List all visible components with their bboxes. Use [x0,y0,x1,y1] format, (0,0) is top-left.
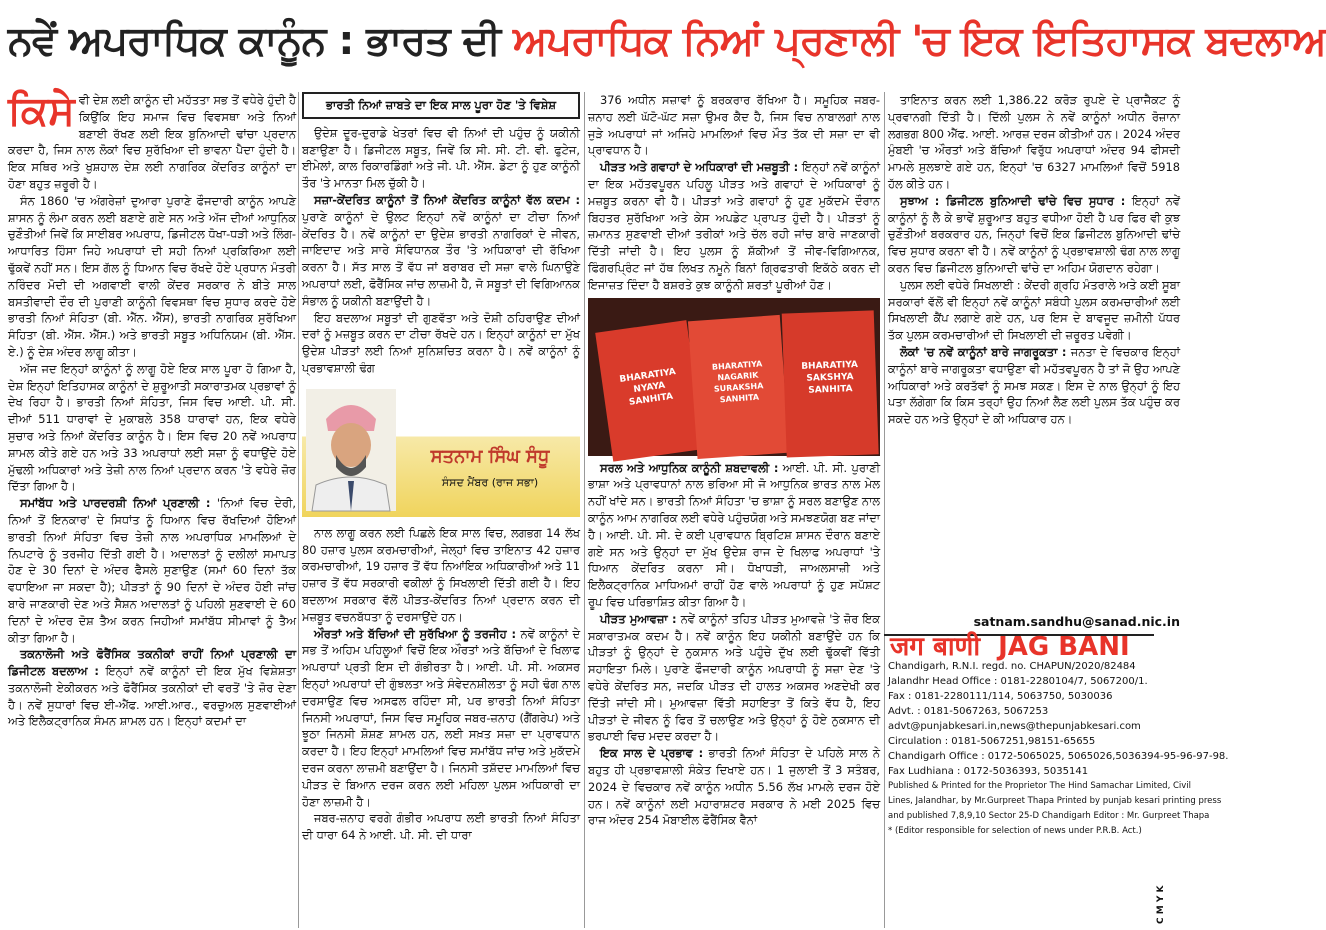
article-column-2 [302,92,580,928]
subheading: ਇਕ ਸਾਲ ਦੇ ਪ੍ਰਭਾਵ : [600,746,704,761]
author-name: ਸਤਨਾਮ ਸਿੰਘ ਸੰਧੂ [430,445,550,467]
paragraph: ਭਾਰਤੀ ਨਿਆਂ ਸੰਹਿਤਾ ਦੇ ਪਹਿਲੇ ਸਾਲ ਨੇ ਬਹੁਤ ਹੀ ਪ੍ਰਭਾਵਸ਼ਾਲੀ ਸੰਕੇਤ ਦਿਖਾਏ ਹਨ। 1 ਜੁਲਾਈ ਤੋਂ 3 ਸਤੰਬਰ, 2024 ਦੇ ਵਿਚਕਾਰ ਨਵੇਂ ਕਾਨੂੰਨ ਅਧੀਨ 5.56 ਲੱਖ ਮਾਮਲੇ ਦਰਜ ਹੋਏ ਹਨ। ਨਵੇਂ ਕਾਨੂੰਨਾਂ ਲਈ ਮਹਾਰਾਸ਼ਟਰ ਸਰਕਾਰ ਨੇ ਮਈ 2025 ਵਿਚ ਰਾਜ ਅੰਦਰ 254 ਮੋਬਾਈਲ ਫੋਰੈਂਸਿਕ ਵੈਨਾਂ [588,746,881,828]
paragraph: ਨਾਲ ਲਾਗੂ ਕਰਨ ਲਈ ਪਿਛਲੇ ਇਕ ਸਾਲ ਵਿਚ, ਲਗਭਗ 14 ਲੱਖ 80 ਹਜ਼ਾਰ ਪੁਲਸ ਕਰਮਚਾਰੀਆਂ, ਜੇਲ੍ਹਾਂ ਵਿਚ ਤਾਇਨਾਤ 42 ਹਜ਼ਾਰ ਕਰਮਚਾਰੀਆਂ, 19 ਹਜ਼ਾਰ ਤੋਂ ਵੱਧ ਨਿਆਂਇਕ ਅਧਿਕਾਰੀਆਂ ਅਤੇ 11 ਹਜ਼ਾਰ ਤੋਂ ਵੱਧ ਸਰਕਾਰੀ ਵਕੀਲਾਂ ਨੂੰ ਸਿਖਲਾਈ ਦਿੱਤੀ ਗਈ ਹੈ। ਇਹ ਬਦਲਾਅ ਸਰਕਾਰ ਵੱਲੋਂ ਪੀੜਤ-ਕੇਂਦਰਿਤ ਨਿਆਂ ਪ੍ਰਦਾਨ ਕਰਨ ਦੀ ਮਜ਼ਬੂਤ ਵਚਨਬੱਧਤਾ ਨੂੰ ਦਰਸਾਉਂਦੇ ਹਨ। [302,525,580,624]
masthead-line: * (Editor responsible for selection of news under P.R.B. Act.) [888,826,1142,836]
subheading: ਸਜ਼ਾ-ਕੇਂਦਰਿਤ ਕਾਨੂੰਨਾਂ ਤੋਂ ਨਿਆਂ ਕੇਂਦਰਿਤ ਕਾਨੂੰਨਾਂ ਵੱਲ ਕਦਮ : [314,192,580,207]
subheading: ਸਰਲ ਅਤੇ ਆਧੁਨਿਕ ਕਾਨੂੰਨੀ ਸ਼ਬਦਾਵਲੀ : [600,460,779,475]
svg-text:BHARATIYANYAYASANHITA: BHARATIYANYAYASANHITA [618,366,677,408]
paragraph: ਜਨਤਾ ਦੇ ਵਿਚਕਾਰ ਇਨ੍ਹਾਂ ਕਾਨੂੰਨਾਂ ਬਾਰੇ ਜਾਗਰੂਕਤਾ ਵਧਾਉਣਾ ਵੀ ਮਹੱਤਵਪੂਰਨ ਹੈ ਤਾਂ ਜੋ ਉਹ ਆਪਣੇ ਅਧਿਕਾਰਾਂ ਅਤੇ ਕਰਤੱਵਾਂ ਨੂੰ ਸਮਝ ਸਕਣ। ਇਸ ਦੇ ਨਾਲ ਉਨ੍ਹਾਂ ਨੂੰ ਇਹ ਪਤਾ ਲੱਗੇਗਾ ਕਿ ਕਿਸ ਤਰ੍ਹਾਂ ਉਹ ਨਿਆਂ ਲੈਣ ਲਈ ਪੁਲਸ ਤੱਕ ਪਹੁੰਚ ਕਰ ਸਕਦੇ ਹਨ ਅਤੇ ਉਨ੍ਹਾਂ ਦੇ ਕੀ ਅਧਿਕਾਰ ਹਨ। [888,344,1180,427]
masthead-line: Circulation : 0181-5067251,98151-65655 [888,736,1096,747]
svg-text:BHARATIYANAGARIKSURAKSHASANHIT: BHARATIYANAGARIKSURAKSHASANHITA [711,358,764,404]
cmyk-marker: C M Y K [1156,885,1166,924]
drop-cap: ਕਿਸੇ [8,88,75,134]
subheading: ਪੀੜਤ ਅਤੇ ਗਵਾਹਾਂ ਦੇ ਅਧਿਕਾਰਾਂ ਦੀ ਮਜ਼ਬੂਤੀ : [600,160,799,175]
article-column-3 [588,92,880,928]
section-kicker: ਭਾਰਤੀ ਨਿਆਂ ਜ਼ਾਬਤੇ ਦਾ ਇਕ ਸਾਲ ਪੂਰਾ ਹੋਣ 'ਤੇ ਵਿਸ਼ੇਸ਼ [302,92,580,119]
masthead-line: Chandigarh Office : 0172-5065025, 5065026,5036394-95-96-97-98. [888,751,1229,762]
paragraph: ਵੀ ਦੇਸ਼ ਲਈ ਕਾਨੂੰਨ ਦੀ ਮਹੱਤਤਾ ਸਭ ਤੋਂ ਵਧੇਰੇ ਹੁੰਦੀ ਹੈ ਕਿਉਂਕਿ ਇਹ ਸਮਾਜ ਵਿਚ ਵਿਵਸਥਾ ਅਤੇ ਨਿਆਂ ਬਣਾਈ ਰੱਖਣ ਲਈ ਇਕ ਬੁਨਿਆਦੀ ਢਾਂਚਾ ਪ੍ਰਦਾਨ ਕਰਦਾ ਹੈ, ਜਿਸ ਨਾਲ ਲੋਕਾਂ ਵਿਚ ਸੁਰੱਖਿਆ ਦੀ ਭਾਵਨਾ ਪੈਦਾ ਹੁੰਦੀ ਹੈ। ਇਕ ਸਥਿਰ ਅਤੇ ਖੁਸ਼ਹਾਲ ਦੇਸ਼ ਲਈ ਨਾਗਰਿਕ ਕੇਂਦਰਿਤ ਕਾਨੂੰਨਾਂ ਦਾ ਹੋਣਾ ਬਹੁਤ ਜ਼ਰੂਰੀ ਹੈ। [8,93,297,191]
paragraph: ਆਈ. ਪੀ. ਸੀ. ਪੁਰਾਣੀ ਭਾਸ਼ਾ ਅਤੇ ਪ੍ਰਾਵਧਾਨਾਂ ਨਾਲ ਭਰਿਆ ਸੀ ਜੋ ਆਧੁਨਿਕ ਭਾਰਤ ਨਾਲ ਮੇਲ ਨਹੀਂ ਖਾਂਦੇ ਸਨ। ਭਾਰਤੀ ਨਿਆਂ ਸੰਹਿਤਾ 'ਚ ਭਾਸ਼ਾ ਨੂੰ ਸਰਲ ਬਣਾਉਣ ਨਾਲ ਕਾਨੂੰਨ ਆਮ ਨਾਗਰਿਕ ਲਈ ਵਧੇਰੇ ਪਹੁੰਚਯੋਗ ਅਤੇ ਸਮਝਣਯੋਗ ਬਣ ਜਾਂਦਾ ਹੈ। ਆਈ. ਪੀ. ਸੀ. ਦੇ ਕਈ ਪ੍ਰਾਵਧਾਨ ਬ੍ਰਿਟਿਸ਼ ਸ਼ਾਸਨ ਦੌਰਾਨ ਬਣਾਏ ਗਏ ਸਨ ਅਤੇ ਉਨ੍ਹਾਂ ਦਾ ਮੁੱਖ ਉਦੇਸ਼ ਰਾਜ ਦੇ ਖਿਲਾਫ ਅਪਰਾਧਾਂ 'ਤੇ ਧਿਆਨ ਕੇਂਦਰਿਤ ਕਰਨਾ ਸੀ। ਧੋਖਾਧੜੀ, ਜਾਅਲਸਾਜ਼ੀ ਅਤੇ ਇਲੈਕਟ੍ਰਾਨਿਕ ਮਾਧਿਅਮਾਂ ਰਾਹੀਂ ਹੋਣ ਵਾਲੇ ਅਪਰਾਧਾਂ ਨੂੰ ਹੁਣ ਸਪੱਸ਼ਟ ਰੂਪ ਵਿਚ ਪਰਿਭਾਸ਼ਿਤ ਕੀਤਾ ਗਿਆ ਹੈ। [588,460,881,609]
masthead-line: Advt. : 0181-5067263, 5067253 [888,706,1049,717]
logo-hindi: जग बाणी [890,632,981,662]
paragraph: ਉਦੇਸ਼ ਦੂਰ-ਦੁਰਾਡੇ ਖੇਤਰਾਂ ਵਿਚ ਵੀ ਨਿਆਂ ਦੀ ਪਹੁੰਚ ਨੂੰ ਯਕੀਨੀ ਬਣਾਉਣਾ ਹੈ। ਡਿਜੀਟਲ ਸਬੂਤ, ਜਿਵੇਂ ਕਿ ਸੀ. ਸੀ. ਟੀ. ਵੀ. ਫੁਟੇਜ, ਈਮੇਲਾਂ, ਕਾਲ ਰਿਕਾਰਡਿੰਗਾਂ ਅਤੇ ਜੀ. ਪੀ. ਐੱਸ. ਡੇਟਾ ਨੂੰ ਹੁਣ ਕਾਨੂੰਨੀ ਤੌਰ 'ਤੇ ਮਾਨਤਾ ਮਿਲ ਚੁੱਕੀ ਹੈ। [302,125,580,191]
masthead-line: Fax Ludhiana : 0172-5036393, 5035141 [888,766,1089,777]
paragraph: ਇਨ੍ਹਾਂ ਨਵੇਂ ਕਾਨੂੰਨਾਂ ਦਾ ਇਕ ਮਹੱਤਵਪੂਰਨ ਪਹਿਲੂ ਪੀੜਤ ਅਤੇ ਗਵਾਹਾਂ ਦੇ ਅਧਿਕਾਰਾਂ ਨੂੰ ਮਜ਼ਬੂਤ ਕਰਨਾ ਵੀ ਹੈ। ਪੀੜਤਾਂ ਅਤੇ ਗਵਾਹਾਂ ਨੂੰ ਹੁਣ ਮੁਕੱਦਮੇ ਦੌਰਾਨ ਬਿਹਤਰ ਸੁਰੱਖਿਆ ਅਤੇ ਕੇਸ ਅਪਡੇਟ ਪ੍ਰਾਪਤ ਹੁੰਦੀ ਹੈ। ਪੀੜਤਾਂ ਨੂੰ ਜ਼ਮਾਨਤ ਸੁਣਵਾਈ ਦੀਆਂ ਤਰੀਕਾਂ ਅਤੇ ਚੱਲ ਰਹੀ ਜਾਂਚ ਬਾਰੇ ਜਾਣਕਾਰੀ ਦਿੱਤੀ ਜਾਂਦੀ ਹੈ। ਇਹ ਪੁਲਸ ਨੂੰ ਸ਼ੱਕੀਆਂ ਤੋਂ ਜੀਵ-ਵਿਗਿਆਨਕ, ਫਿੰਗਰਪ੍ਰਿੰਟ ਜਾਂ ਹੱਥ ਲਿਖਤ ਨਮੂਨੇ ਬਿਨਾਂ ਗ੍ਰਿਫਤਾਰੀ ਇਕੱਠੇ ਕਰਨ ਦੀ ਇਜਾਜ਼ਤ ਦਿੰਦਾ ਹੈ ਬਸ਼ਰਤੇ ਕੁਝ ਕਾਨੂੰਨੀ ਸ਼ਰਤਾਂ ਪੂਰੀਆਂ ਹੋਣ। [588,160,880,292]
law-books-image [588,298,880,456]
masthead-line: advt@punjabkesari.in,news@thepunjabkesari.com [888,721,1141,732]
masthead-line: Published & Printed for the Proprietor The Hind Samachar Limited, Civil [888,781,1192,791]
subheading: ਲੋਕਾਂ 'ਚ ਨਵੇਂ ਕਾਨੂੰਨਾਂ ਬਾਰੇ ਜਾਗਰੂਕਤਾ : [900,344,1067,359]
paragraph: ਇਨ੍ਹਾਂ ਨਵੇਂ ਕਾਨੂੰਨਾਂ ਨੂੰ ਲੈ ਕੇ ਭਾਵੇਂ ਸ਼ੁਰੂਆਤ ਬਹੁਤ ਵਧੀਆ ਹੋਈ ਹੈ ਪਰ ਫਿਰ ਵੀ ਕੁਝ ਚੁਣੌਤੀਆਂ ਬਰਕਰਾਰ ਹਨ, ਜਿਨ੍ਹਾਂ ਵਿਚੋਂ ਇਕ ਡਿਜੀਟਲ ਬੁਨਿਆਦੀ ਢਾਂਚੇ ਵਿਚ ਸੁਧਾਰ ਕਰਨਾ ਵੀ ਹੈ। ਨਵੇਂ ਕਾਨੂੰਨਾਂ ਨੂੰ ਪ੍ਰਭਾਵਸ਼ਾਲੀ ਢੰਗ ਨਾਲ ਲਾਗੂ ਕਰਨ ਵਿਚ ਡਿਜੀਟਲ ਬੁਨਿਆਦੀ ਢਾਂਚੇ ਦਾ ਅਹਿਮ ਯੋਗਦਾਨ ਰਹੇਗਾ। [888,193,1181,275]
svg-text:BHARATIYASAKSHYASANHITA: BHARATIYASAKSHYASANHITA [801,359,859,396]
paragraph: ਅੱਜ ਜਦ ਇਨ੍ਹਾਂ ਕਾਨੂੰਨਾਂ ਨੂੰ ਲਾਗੂ ਹੋਏ ਇਕ ਸਾਲ ਪੂਰਾ ਹੋ ਗਿਆ ਹੈ, ਦੇਸ਼ ਇਨ੍ਹਾਂ ਇਤਿਹਾਸਕ ਕਾਨੂੰਨਾਂ ਦੇ ਸ਼ੁਰੂਆਤੀ ਸਕਾਰਾਤਮਕ ਪ੍ਰਭਾਵਾਂ ਨੂੰ ਦੇਖ ਰਿਹਾ ਹੈ। ਭਾਰਤੀ ਨਿਆਂ ਸੰਹਿਤਾ, ਜਿਸ ਵਿਚ ਆਈ. ਪੀ. ਸੀ. ਦੀਆਂ 511 ਧਾਰਾਵਾਂ ਦੇ ਮੁਕਾਬਲੇ 358 ਧਾਰਾਵਾਂ ਹਨ, ਇਕ ਵਧੇਰੇ ਸੁਚਾਰ ਅਤੇ ਨਿਆਂ ਕੇਂਦਰਿਤ ਕਾਨੂੰਨ ਹੈ। ਇਸ ਵਿਚ 20 ਨਵੇਂ ਅਪਰਾਧ ਸ਼ਾਮਲ ਕੀਤੇ ਗਏ ਹਨ ਅਤੇ 33 ਅਪਰਾਧਾਂ ਲਈ ਸਜ਼ਾ ਨੂੰ ਵਧਾਉਂਦੇ ਹੋਏ ਮੁੱਢਲੀ ਅਧਿਕਾਰਾਂ ਅਤੇ ਤੇਜ਼ੀ ਨਾਲ ਨਿਆਂ ਪ੍ਰਦਾਨ ਕਰਨ 'ਤੇ ਵਧੇਰੇ ਜ਼ੋਰ ਦਿੱਤਾ ਗਿਆ ਹੈ। [8,361,296,494]
subheading: ਸਮਾਂਬੱਧ ਅਤੇ ਪਾਰਦਰਸ਼ੀ ਨਿਆਂ ਪ੍ਰਣਾਲੀ : [20,496,211,511]
paragraph: ਜਬਰ-ਜ਼ਨਾਹ ਵਰਗੇ ਗੰਭੀਰ ਅਪਰਾਧ ਲਈ ਭਾਰਤੀ ਨਿਆਂ ਸੰਹਿਤਾ ਦੀ ਧਾਰਾ 64 ਨੇ ਆਈ. ਪੀ. ਸੀ. ਦੀ ਧਾਰਾ [302,811,580,843]
paragraph: ਨਵੇਂ ਕਾਨੂੰਨਾਂ ਤਹਿਤ ਪੀੜਤ ਮੁਆਵਜ਼ੇ 'ਤੇ ਜ਼ੋਰ ਇਕ ਸਕਾਰਾਤਮਕ ਕਦਮ ਹੈ। ਨਵੇਂ ਕਾਨੂੰਨ ਇਹ ਯਕੀਨੀ ਬਣਾਉਂਦੇ ਹਨ ਕਿ ਪੀੜਤਾਂ ਨੂੰ ਉਨ੍ਹਾਂ ਦੇ ਨੁਕਸਾਨ ਅਤੇ ਪਹੁੰਚੇ ਦੁੱਖ ਲਈ ਢੁੱਕਵੀਂ ਵਿੱਤੀ ਸਹਾਇਤਾ ਮਿਲੇ। ਪੁਰਾਣੇ ਫੌਜਦਾਰੀ ਕਾਨੂੰਨ ਅਪਰਾਧੀ ਨੂੰ ਸਜ਼ਾ ਦੇਣ 'ਤੇ ਵਧੇਰੇ ਕੇਂਦਰਿਤ ਸਨ, ਜਦਕਿ ਪੀੜਤ ਦੀ ਹਾਲਤ ਅਕਸਰ ਅਣਦੇਖੀ ਕਰ ਦਿੱਤੀ ਜਾਂਦੀ ਸੀ। ਮੁਆਵਜ਼ਾ ਵਿੱਤੀ ਸਹਾਇਤਾ ਤੋਂ ਕਿਤੇ ਵੱਧ ਹੈ, ਇਹ ਪੀੜਤਾਂ ਦੇ ਜੀਵਨ ਨੂੰ ਫਿਰ ਤੋਂ ਚਲਾਉਣ ਅਤੇ ਉਨ੍ਹਾਂ ਨੂੰ ਹੋਏ ਨੁਕਸਾਨ ਦੀ ਭਰਪਾਈ ਵਿਚ ਮਦਦ ਕਰਦਾ ਹੈ। [588,611,880,744]
logo-english: JAG BANI [998,632,1130,662]
book-photo [588,298,880,456]
subheading: ਸੁਝਾਅ : ਡਿਜੀਟਲ ਬੁਨਿਆਦੀ ਢਾਂਚੇ ਵਿਚ ਸੁਧਾਰ : [900,193,1126,208]
paragraph: ਪੁਲਸ ਲਈ ਵਧੇਰੇ ਸਿਖਲਾਈ : ਕੇਂਦਰੀ ਗ੍ਰਹਿ ਮੰਤਰਾਲੇ ਅਤੇ ਕਈ ਸੂਬਾ ਸਰਕਾਰਾਂ ਵੱਲੋਂ ਵੀ ਇਨ੍ਹਾਂ ਨਵੇਂ ਕਾਨੂੰਨਾਂ ਸਬੰਧੀ ਪੁਲਸ ਕਰਮਚਾਰੀਆਂ ਲਈ ਸਿਖਲਾਈ ਕੈਂਪ ਲਗਾਏ ਗਏ ਹਨ, ਪਰ ਇਸ ਦੇ ਬਾਵਜੂਦ ਜ਼ਮੀਨੀ ਪੱਧਰ ਤੱਕ ਪੁਲਸ ਕਰਮਚਾਰੀਆਂ ਦੀ ਸਿਖਲਾਈ ਦੀ ਜ਼ਰੂਰਤ ਪਵੇਗੀ। [888,277,1180,343]
paragraph: ਨਵੇਂ ਕਾਨੂੰਨਾਂ ਦੇ ਸਭ ਤੋਂ ਅਹਿਮ ਪਹਿਲੂਆਂ ਵਿਚੋਂ ਇਕ ਔਰਤਾਂ ਅਤੇ ਬੱਚਿਆਂ ਦੇ ਖਿਲਾਫ ਅਪਰਾਧਾਂ ਪ੍ਰਤੀ ਇਸ ਦੀ ਗੰਭੀਰਤਾ ਹੈ। ਆਈ. ਪੀ. ਸੀ. ਅਕਸਰ ਇਨ੍ਹਾਂ ਅਪਰਾਧਾਂ ਦੀ ਗੁੰਝਲਤਾ ਅਤੇ ਸੰਵੇਦਨਸ਼ੀਲਤਾ ਨੂੰ ਸਹੀ ਢੰਗ ਨਾਲ ਦਰਸਾਉਣ ਵਿਚ ਅਸਫਲ ਰਹਿੰਦਾ ਸੀ, ਪਰ ਭਾਰਤੀ ਨਿਆਂ ਸੰਹਿਤਾ ਜਿਨਸੀ ਅਪਰਾਧਾਂ, ਜਿਸ ਵਿਚ ਸਮੂਹਿਕ ਜਬਰ-ਜ਼ਨਾਹ (ਗੈਂਗਰੇਪ) ਅਤੇ ਝੂਠਾ ਜਿਨਸੀ ਸ਼ੋਸ਼ਣ ਸ਼ਾਮਲ ਹਨ, ਲਈ ਸਖ਼ਤ ਸਜ਼ਾ ਦਾ ਪ੍ਰਾਵਧਾਨ ਕਰਦਾ ਹੈ। ਇਹ ਇਨ੍ਹਾਂ ਮਾਮਲਿਆਂ ਵਿਚ ਸਮਾਂਬੱਧ ਜਾਂਚ ਅਤੇ ਮੁਕੱਦਮੇ ਦਰਜ ਕਰਨਾ ਲਾਜ਼ਮੀ ਬਣਾਉਂਦਾ ਹੈ। ਜਿਨਸੀ ਤਸ਼ੱਦਦ ਮਾਮਲਿਆਂ ਵਿਚ ਪੀੜਤ ਦੇ ਬਿਆਨ ਦਰਜ ਕਰਨ ਲਈ ਮਹਿਲਾ ਪੁਲਸ ਅਧਿਕਾਰੀ ਦਾ ਹੋਣਾ ਲਾਜ਼ਮੀ ਹੈ। [302,626,580,809]
masthead-logo [884,632,1154,662]
headline [8,2,1326,80]
paragraph: ਇਹ ਬਦਲਾਅ ਸਬੂਤਾਂ ਦੀ ਗੁਣਵੱਤਾ ਅਤੇ ਦੋਸ਼ੀ ਠਹਿਰਾਉਣ ਦੀਆਂ ਦਰਾਂ ਨੂੰ ਮਜ਼ਬੂਤ ਕਰਨ ਦਾ ਟੀਚਾ ਰੱਖਦੇ ਹਨ। ਇਨ੍ਹਾਂ ਕਾਨੂੰਨਾਂ ਦਾ ਮੁੱਖ ਉਦੇਸ਼ ਪੀੜਤਾਂ ਲਈ ਨਿਆਂ ਸੁਨਿਸ਼ਚਿਤ ਕਰਨਾ ਹੈ। ਨਵੇਂ ਕਾਨੂੰਨਾਂ ਨੂੰ ਪ੍ਰਭਾਵਸ਼ਾਲੀ ਢੰਗ [302,310,580,375]
subheading: ਪੀੜਤ ਮੁਆਵਜ਼ਾ : [600,611,677,626]
masthead-line: and published 7,8,9,10 Sector 25-D Chandigarh Editor : Mr. Gurpreet Thapa [888,811,1210,821]
author-role: ਸੰਸਦ ਮੈਂਬਰ (ਰਾਜ ਸਭਾ) [441,475,539,489]
column-divider [298,92,299,928]
headline-part-2: ਅਪਰਾਧਿਕ ਨਿਆਂ ਪ੍ਰਣਾਲੀ 'ਚ ਇਕ ਇਤਿਹਾਸਕ ਬਦਲਾਅ [513,18,1326,64]
paragraph: ਤਾਇਨਾਤ ਕਰਨ ਲਈ 1,386.22 ਕਰੋੜ ਰੁਪਏ ਦੇ ਪ੍ਰਾਜੈਕਟ ਨੂੰ ਪ੍ਰਵਾਨਗੀ ਦਿੱਤੀ ਹੈ। ਦਿੱਲੀ ਪੁਲਸ ਨੇ ਨਵੇਂ ਕਾਨੂੰਨਾਂ ਅਧੀਨ ਰੋਜ਼ਾਨਾ ਲਗਭਗ 800 ਐੱਫ. ਆਈ. ਆਰਜ਼ ਦਰਜ ਕੀਤੀਆਂ ਹਨ। 2024 ਅੰਦਰ ਮੁੰਬਈ 'ਚ ਔਰਤਾਂ ਅਤੇ ਬੱਚਿਆਂ ਵਿਰੁੱਧ ਅਪਰਾਧਾਂ ਅੰਦਰ 94 ਫੀਸਦੀ ਮਾਮਲੇ ਸੁਲਝਾਏ ਗਏ ਹਨ, ਇਨ੍ਹਾਂ 'ਚ 6327 ਮਾਮਲਿਆਂ ਵਿਚੋਂ 5918 ਹੱਲ ਕੀਤੇ ਹਨ। [888,93,1180,191]
paragraph: ਇਨ੍ਹਾਂ ਨਵੇਂ ਕਾਨੂੰਨਾਂ ਦੀ ਇਕ ਮੁੱਖ ਵਿਸ਼ੇਸ਼ਤਾ ਤਕਨਾਲੋਜੀ ਏਕੀਕਰਨ ਅਤੇ ਫੋਰੈਂਸਿਕ ਤਕਨੀਕਾਂ ਦੀ ਵਰਤੋਂ 'ਤੇ ਜ਼ੋਰ ਦੇਣਾ ਹੈ। ਨਵੇਂ ਸੁਧਾਰਾਂ ਵਿਚ ਈ-ਐੱਫ. ਆਈ.ਆਰ., ਵਰਚੁਅਲ ਸੁਣਵਾਈਆਂ ਅਤੇ ਇਲੈਕਟ੍ਰਾਨਿਕ ਸੰਮਨ ਸ਼ਾਮਲ ਹਨ। ਇਨ੍ਹਾਂ ਕਦਮਾਂ ਦਾ [8,664,296,729]
article-column-1 [8,88,297,928]
author-box [302,383,580,517]
paragraph: ਸੰਨ 1860 'ਚ ਅੰਗਰੇਜ਼ਾਂ ਦੁਆਰਾ ਪੁਰਾਣੇ ਫੌਜਦਾਰੀ ਕਾਨੂੰਨ ਆਪਣੇ ਸ਼ਾਸਨ ਨੂੰ ਲੰਮਾ ਕਰਨ ਲਈ ਬਣਾਏ ਗਏ ਸਨ ਅਤੇ ਅੱਜ ਦੀਆਂ ਆਧੁਨਿਕ ਚੁਣੌਤੀਆਂ ਜਿਵੇਂ ਕਿ ਸਾਈਬਰ ਅਪਰਾਧ, ਡਿਜੀਟਲ ਧੋਖਾ-ਧੜੀ ਅਤੇ ਲਿੰਗ-ਆਧਾਰਿਤ ਹਿੰਸਾ ਜਿਹੇ ਅਪਰਾਧਾਂ ਦੀ ਸਹੀ ਨਿਆਂ ਪ੍ਰਕਿਰਿਆ ਲਈ ਢੁੱਕਵੇਂ ਨਹੀਂ ਸਨ। ਇਸ ਗੱਲ ਨੂੰ ਧਿਆਨ ਵਿਚ ਰੱਖਦੇ ਹੋਏ ਪ੍ਰਧਾਨ ਮੰਤਰੀ ਨਰਿੰਦਰ ਮੋਦੀ ਦੀ ਅਗਵਾਈ ਵਾਲੀ ਕੇਂਦਰ ਸਰਕਾਰ ਨੇ ਬੀਤੇ ਸਾਲ ਬਸਤੀਵਾਦੀ ਦੌਰ ਦੀ ਪੁਰਾਣੀ ਕਾਨੂੰਨੀ ਵਿਵਸਥਾ ਵਿਚ ਸੁਧਾਰ ਕਰਦੇ ਹੋਏ ਭਾਰਤੀ ਨਿਆਂ ਸੰਹਿਤਾ (ਬੀ. ਐੱਨ. ਐੱਸ), ਭਾਰਤੀ ਨਾਗਰਿਕ ਸੁਰੱਖਿਆ ਸੰਹਿਤਾ (ਬੀ. ਐੱਸ. ਐੱਸ.) ਅਤੇ ਭਾਰਤੀ ਸਬੂਤ ਅਧਿਨਿਯਮ (ਬੀ. ਐੱਸ. ਏ.) ਨੂੰ ਦੇਸ਼ ਅੰਦਰ ਲਾਗੂ ਕੀਤਾ। [8,193,296,359]
subheading: ਤਕਨਾਲੋਜੀ ਅਤੇ ਫੋਰੈਂਸਿਕ ਤਕਨੀਕਾਂ ਰਾਹੀਂ ਨਿਆਂ ਪ੍ਰਣਾਲੀ ਦਾ ਡਿਜੀਟਲ ਬਦਲਾਅ : [8,647,296,679]
headline-part-1: ਨਵੇਂ ਅਪਰਾਧਿਕ ਕਾਨੂੰਨ : ਭਾਰਤ ਦੀ [8,18,501,64]
masthead-line: Fax : 0181-2280111/114, 5063750, 5030036 [888,691,1113,702]
author-email: satnam.sandhu@sanad.nic.in [973,614,1180,629]
author-photo [306,389,396,511]
paragraph: 376 ਅਧੀਨ ਸਜ਼ਾਵਾਂ ਨੂੰ ਬਰਕਰਾਰ ਰੱਖਿਆ ਹੈ। ਸਮੂਹਿਕ ਜਬਰ-ਜ਼ਨਾਹ ਲਈ ਘੱਟੋ-ਘੱਟ ਸਜ਼ਾ ਉਮਰ ਕੈਦ ਹੈ, ਜਿਸ ਵਿਚ ਨਾਬਾਲਗਾਂ ਨਾਲ ਜੁੜੇ ਅਪਰਾਧਾਂ ਜਾਂ ਅਜਿਹੇ ਮਾਮਲਿਆਂ ਵਿਚ ਮੌਤ ਤੱਕ ਦੀ ਸਜ਼ਾ ਦਾ ਵੀ ਪ੍ਰਾਵਧਾਨ ਹੈ। [588,93,880,158]
masthead-line: Jalandhr Head Office : 0181-2280104/7, 5067200/1. [888,676,1148,687]
article-column-4 [888,92,1180,648]
subheading: ਔਰਤਾਂ ਅਤੇ ਬੱਚਿਆਂ ਦੀ ਸੁਰੱਖਿਆ ਨੂੰ ਤਰਜੀਹ : [314,626,517,641]
column-divider [584,92,585,928]
paragraph: ਪੁਰਾਣੇ ਕਾਨੂੰਨਾਂ ਦੇ ਉਲਟ ਇਨ੍ਹਾਂ ਨਵੇਂ ਕਾਨੂੰਨਾਂ ਦਾ ਟੀਚਾ ਨਿਆਂ ਕੇਂਦਰਿਤ ਹੈ। ਨਵੇਂ ਕਾਨੂੰਨਾਂ ਦਾ ਉਦੇਸ਼ ਭਾਰਤੀ ਨਾਗਰਿਕਾਂ ਦੇ ਜੀਵਨ, ਜਾਇਦਾਦ ਅਤੇ ਸਾਰੇ ਸੰਵਿਧਾਨਕ ਤੌਰ 'ਤੇ ਅਧਿਕਾਰਾਂ ਦੀ ਰੱਖਿਆ ਕਰਨਾ ਹੈ। ਸੱਤ ਸਾਲ ਤੋਂ ਵੱਧ ਜਾਂ ਬਰਾਬਰ ਦੀ ਸਜ਼ਾ ਵਾਲੇ ਘਿਨਾਉਣੇ ਅਪਰਾਧਾਂ ਲਈ, ਫੋਰੈਂਸਿਕ ਜਾਂਚ ਲਾਜ਼ਮੀ ਹੈ, ਜੋ ਸਬੂਤਾਂ ਦੀ ਵਿਗਿਆਨਕ ਸੰਭਾਲ ਨੂੰ ਯਕੀਨੀ ਬਣਾਉਂਦੀ ਹੈ। [302,209,580,308]
masthead-line: Lines, Jalandhar, by Mr.Gurpreet Thapa Printed by punjab kesari printing press [888,796,1222,806]
masthead-line: Chandigarh, R.N.I. regd. no. CHAPUN/2020/82484 [888,661,1136,672]
paragraph: 'ਨਿਆਂ ਵਿਚ ਦੇਰੀ, ਨਿਆਂ ਤੋਂ ਇਨਕਾਰ' ਦੇ ਸਿਧਾਂਤ ਨੂੰ ਧਿਆਨ ਵਿਚ ਰੱਖਦਿਆਂ ਹੋਇਆਂ ਭਾਰਤੀ ਨਿਆਂ ਸੰਹਿਤਾ ਵਿਚ ਤੇਜ਼ੀ ਨਾਲ ਅਪਰਾਧਿਕ ਮਾਮਲਿਆਂ ਦੇ ਨਿਪਟਾਰੇ ਨੂੰ ਤਰਜੀਹ ਦਿੱਤੀ ਗਈ ਹੈ। ਅਦਾਲਤਾਂ ਨੂੰ ਦਲੀਲਾਂ ਸਮਾਪਤ ਹੋਣ ਦੇ 30 ਦਿਨਾਂ ਦੇ ਅੰਦਰ ਫੈਸਲੇ ਸੁਣਾਉਣ (ਸਮਾਂ 60 ਦਿਨਾਂ ਤੱਕ ਵਧਾਇਆ ਜਾ ਸਕਦਾ ਹੈ); ਪੀੜਤਾਂ ਨੂੰ 90 ਦਿਨਾਂ ਦੇ ਅੰਦਰ ਹੋਈ ਜਾਂਚ ਬਾਰੇ ਜਾਣਕਾਰੀ ਦੇਣ ਅਤੇ ਸੈਸ਼ਨ ਅਦਾਲਤਾਂ ਨੂੰ ਪਹਿਲੀ ਸੁਣਵਾਈ ਦੇ 60 ਦਿਨਾਂ ਦੇ ਅੰਦਰ ਦੋਸ਼ ਤੈਅ ਕਰਨ ਜਿਹੀਆਂ ਸਮਾਂਬੱਧ ਸੀਮਾਵਾਂ ਨੂੰ ਤੈਅ ਕੀਤਾ ਗਿਆ ਹੈ। [8,496,296,645]
